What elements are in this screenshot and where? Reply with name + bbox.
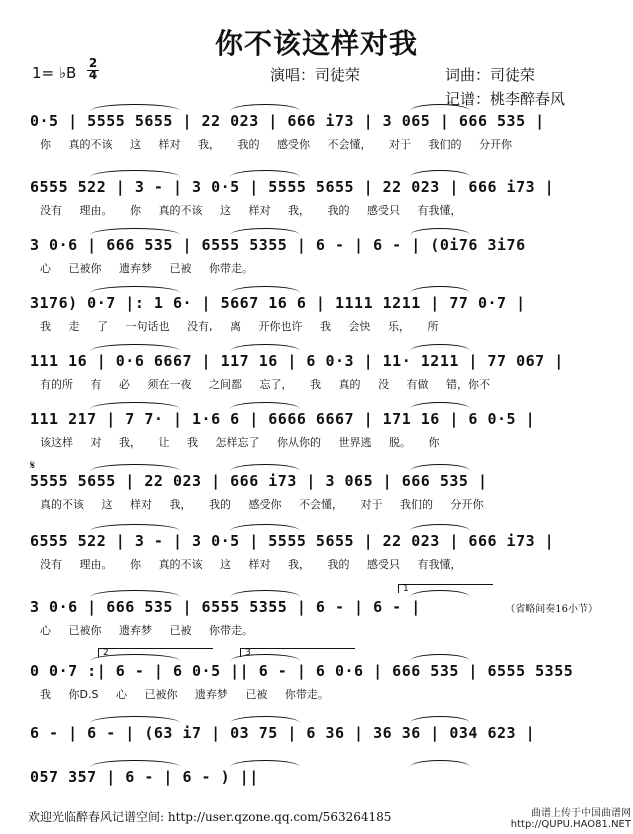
upload-stamp xyxy=(499,808,631,832)
slur-arc xyxy=(90,228,180,235)
slur-arc xyxy=(90,524,180,531)
notation-line: 111 16 | 0·6 6667 | 117 16 | 6 0·3 | 11· 1211 | 77 067 | xyxy=(30,352,564,370)
notation-line: 0 0·7 :| 6 - | 6 0·5 || 6 - | 6 0·6 | 666 535 | 6555 5355 xyxy=(30,662,574,680)
slur-arc xyxy=(90,170,180,177)
slur-arc xyxy=(90,760,180,767)
slur-arc xyxy=(410,228,470,235)
slur-arc xyxy=(410,170,470,177)
notation-line: 3 0·6 | 666 535 | 6555 5355 | 6 - | 6 - | (0i76 3i76 xyxy=(30,236,526,254)
system xyxy=(30,292,602,342)
notation-line: 057 357 | 6 - | 6 - ) || xyxy=(30,768,259,786)
time-bottom: 4 xyxy=(88,68,98,82)
slur-arc xyxy=(410,654,470,661)
system xyxy=(30,660,602,710)
slur-arc xyxy=(230,402,300,409)
slur-arc xyxy=(410,286,470,293)
slur-arc xyxy=(410,104,470,111)
slur-arc xyxy=(230,344,300,351)
notation-line: 6 - | 6 - | (63 i7 | 03 75 | 6 36 | 36 36 | 034 623 | xyxy=(30,724,536,742)
composer-credit: 词曲：司徒荣 xyxy=(445,66,536,84)
lyrics-line: 该这样 对 我， 让 我 怎样忘了 你从你的 世界逃 脱。 你 xyxy=(40,436,440,449)
volta-bracket: 1 xyxy=(398,584,493,593)
time-signature-rule xyxy=(87,70,99,71)
lyrics-line: 没有 理由。 你 真的不该 这 样对 我， 我的 感受只 有我懂， xyxy=(40,204,462,217)
stamp-line-2: http://QUPU.HAO81.NET xyxy=(510,819,631,830)
slur-arc xyxy=(90,716,180,723)
transcriber-credit: 记谱：桃李醉春风 xyxy=(445,90,566,108)
system xyxy=(30,530,602,580)
slur-arc xyxy=(90,286,180,293)
slur-arc xyxy=(230,464,300,471)
system xyxy=(30,596,602,646)
slur-arc xyxy=(230,760,300,767)
system xyxy=(30,470,602,520)
notation-line: 3176) 0·7 |: 1 6· | 5667 16 6 | 1111 1211 | 77 0·7 | xyxy=(30,294,526,312)
footer-link[interactable]: 欢迎光临醉春风记谱空间: http://user.qzone.qq.com/563264185 xyxy=(28,810,392,824)
lyrics-line: 我 走 了 一句话也 没有, 离 开你也许 我 会快 乐， 所 xyxy=(40,320,439,333)
slur-arc xyxy=(90,590,180,597)
interlude-note: （省略间奏16小节） xyxy=(505,604,598,615)
lyrics-line: 你 真的不该 这 样对 我， 我的 感受你 不会懂， 对于 我们的 分开你 xyxy=(40,138,512,151)
volta-bracket: 3 xyxy=(240,648,355,657)
stamp-line-1: 曲谱上传于中国曲谱网 xyxy=(531,808,631,819)
slur-arc xyxy=(410,402,470,409)
singer-credit: 演唱：司徒荣 xyxy=(270,66,361,84)
system xyxy=(30,234,602,284)
slur-arc xyxy=(410,344,470,351)
system xyxy=(30,110,602,160)
slur-arc xyxy=(230,170,300,177)
notation-line: 6555 522 | 3 - | 3 0·5 | 5555 5655 | 22 023 | 666 i73 | xyxy=(30,178,555,196)
slur-arc xyxy=(90,104,180,111)
notation-line: 3 0·6 | 666 535 | 6555 5355 | 6 - | 6 - | xyxy=(30,598,421,616)
song-title: 你不该这样对我 xyxy=(214,27,418,60)
segno-sign: 𝄋 xyxy=(30,458,36,472)
slur-arc xyxy=(410,464,470,471)
slur-arc xyxy=(230,716,300,723)
slur-arc xyxy=(90,344,180,351)
system xyxy=(30,176,602,226)
time-signature xyxy=(88,57,98,81)
lyrics-line: 没有 理由。 你 真的不该 这 样对 我， 我的 感受只 有我懂， xyxy=(40,558,462,571)
notation-line: 6555 522 | 3 - | 3 0·5 | 5555 5655 | 22 023 | 666 i73 | xyxy=(30,532,555,550)
key-signature: 1= ♭B xyxy=(32,64,77,82)
slur-arc xyxy=(90,402,180,409)
lyrics-line: 我 你D.S 心 已被你 遗弃梦 已被 你带走。 xyxy=(40,688,329,701)
system xyxy=(30,766,602,806)
notation-line: 0·5 | 5555 5655 | 22 023 | 666 i73 | 3 065 | 666 535 | xyxy=(30,112,545,130)
slur-arc xyxy=(90,464,180,471)
system xyxy=(30,722,602,762)
lyrics-line: 有的所 有 必 须在一夜 之间都 忘了， 我 真的 没 有做 错，你不 xyxy=(40,378,490,391)
slur-arc xyxy=(230,524,300,531)
volta-bracket: 2 xyxy=(98,648,213,657)
notation-line: 111 217 | 7 7· | 1·6 6 | 6666 6667 | 171 16 | 6 0·5 | xyxy=(30,410,536,428)
system xyxy=(30,408,602,458)
notation-line: 5555 5655 | 22 023 | 666 i73 | 3 065 | 666 535 | xyxy=(30,472,488,490)
slur-arc xyxy=(230,590,300,597)
lyrics-line: 心 已被你 遗弃梦 已被 你带走。 xyxy=(40,262,253,275)
time-top: 2 xyxy=(88,56,98,70)
system xyxy=(30,350,602,400)
slur-arc xyxy=(230,228,300,235)
slur-arc xyxy=(230,104,300,111)
slur-arc xyxy=(410,716,470,723)
slur-arc xyxy=(230,286,300,293)
lyrics-line: 心 已被你 遗弃梦 已被 你带走。 xyxy=(40,624,253,637)
slur-arc xyxy=(410,760,470,767)
lyrics-line: 真的不该 这 样对 我， 我的 感受你 不会懂， 对于 我们的 分开你 xyxy=(40,498,484,511)
slur-arc xyxy=(410,524,470,531)
